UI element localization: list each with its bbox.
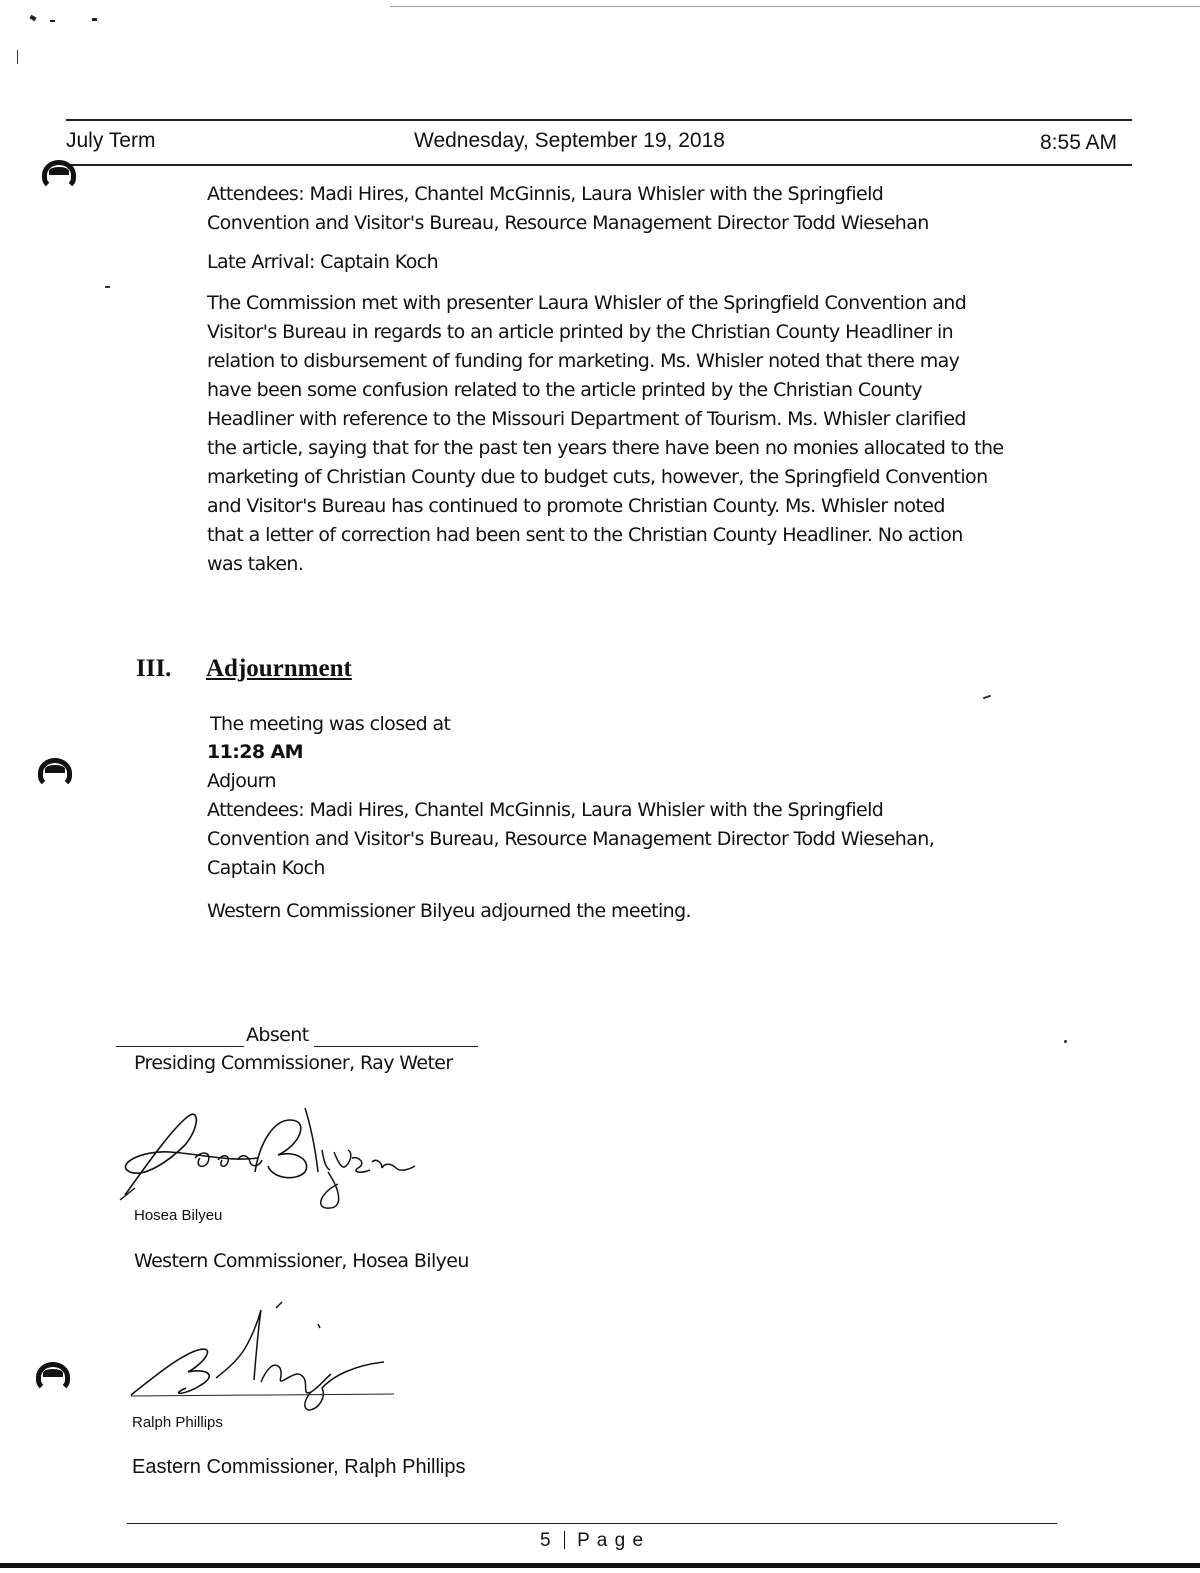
- section-title: Adjournment: [206, 655, 352, 682]
- header-bottom-rule: [66, 164, 1132, 166]
- paragraph-line: marketing of Christian County due to budget cuts, however, the Springfield Convention: [207, 466, 988, 488]
- scan-mark: [983, 695, 991, 700]
- page-label: P a g e: [577, 1530, 645, 1551]
- attendees-line: Attendees: Madi Hires, Chantel McGinnis, Laura Whisler with the Springfield: [207, 799, 884, 821]
- page-number: 5: [540, 1530, 552, 1551]
- top-scan-line: [390, 6, 1200, 7]
- closed-at-label: The meeting was closed at: [210, 713, 451, 735]
- presiding-title: Presiding Commissioner, Ray Weter: [134, 1052, 453, 1074]
- signature-line: [116, 1046, 244, 1047]
- scan-mark: [50, 20, 55, 22]
- paragraph-line: that a letter of correction had been sent to the Christian County Headliner. No action: [207, 524, 963, 546]
- header-time: 8:55 AM: [1040, 131, 1118, 154]
- page-footer: [540, 1530, 644, 1552]
- scan-mark: [92, 18, 97, 21]
- attendees-line: Convention and Visitor's Bureau, Resource Management Director Todd Wiesehan,: [207, 828, 935, 850]
- signature-line: [314, 1046, 478, 1047]
- paragraph-line: The Commission met with presenter Laura Whisler of the Springfield Convention and: [207, 292, 967, 314]
- presentation-paragraph: [207, 289, 1107, 579]
- scan-mark: [17, 50, 18, 64]
- closing-statement: Western Commissioner Bilyeu adjourned the meeting.: [207, 900, 691, 922]
- scan-mark: [1064, 1040, 1067, 1043]
- paragraph-line: have been some confusion related to the article printed by the Christian County: [207, 379, 922, 401]
- footer-rule: [127, 1523, 1057, 1524]
- attendees-line: Convention and Visitor's Bureau, Resource Management Director Todd Wiesehan: [207, 212, 929, 234]
- western-name: Hosea Bilyeu: [134, 1207, 223, 1224]
- header-date: Wednesday, September 19, 2018: [414, 129, 725, 152]
- header-top-rule: [66, 119, 1132, 121]
- punch-hole-icon: [42, 160, 76, 190]
- section-numeral: III.: [136, 655, 172, 682]
- page-separator: [564, 1531, 565, 1549]
- scan-mark: [29, 15, 36, 21]
- punch-hole-icon: [36, 1362, 70, 1392]
- paragraph-line: Headliner with reference to the Missouri Department of Tourism. Ms. Whisler clarified: [207, 408, 966, 430]
- late-arrival: Late Arrival: Captain Koch: [207, 251, 439, 273]
- punch-hole-icon: [38, 758, 72, 788]
- paragraph-line: relation to disbursement of funding for marketing. Ms. Whisler noted that there may: [207, 350, 960, 372]
- absent-label: Absent: [246, 1024, 309, 1046]
- closed-time: 11:28 AM: [207, 741, 303, 763]
- paragraph-line: Visitor's Bureau in regards to an article printed by the Christian County Headliner in: [207, 321, 954, 343]
- bottom-scan-edge: [0, 1563, 1200, 1568]
- paragraph-line: and Visitor's Bureau has continued to promote Christian County. Ms. Whisler noted: [207, 495, 945, 517]
- signature-ralph-phillips: [126, 1300, 406, 1420]
- scan-mark: [105, 286, 110, 288]
- attendees-line: Captain Koch: [207, 857, 325, 879]
- header-term: July Term: [66, 129, 156, 152]
- eastern-name: Ralph Phillips: [132, 1414, 223, 1431]
- paragraph-line: was taken.: [207, 553, 304, 575]
- signature-hosea-bilyeu: [90, 1100, 430, 1210]
- attendees-line: Attendees: Madi Hires, Chantel McGinnis, Laura Whisler with the Springfield: [207, 183, 884, 205]
- western-title: Western Commissioner, Hosea Bilyeu: [134, 1250, 469, 1272]
- paragraph-line: the article, saying that for the past ten years there have been no monies allocated to the: [207, 437, 1004, 459]
- adjourn-label: Adjourn: [207, 770, 276, 792]
- eastern-title: Eastern Commissioner, Ralph Phillips: [132, 1456, 466, 1478]
